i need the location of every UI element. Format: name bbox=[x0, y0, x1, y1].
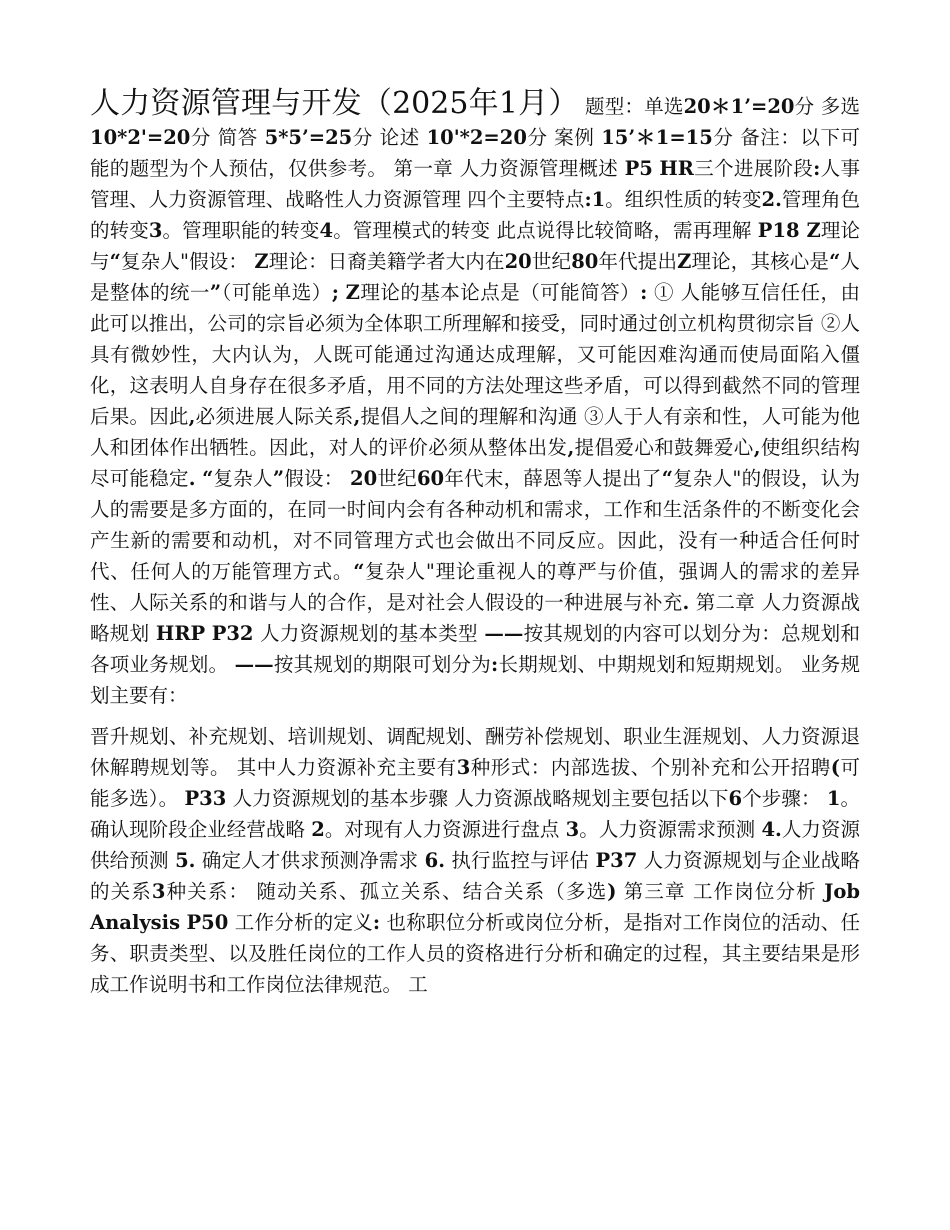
text-run: 理论与 bbox=[90, 219, 860, 273]
text-run: . bbox=[188, 467, 196, 490]
text-run: 5*5’=25 bbox=[264, 126, 353, 149]
text-run: 10*2'=20 bbox=[90, 126, 191, 149]
text-run: “ bbox=[661, 467, 673, 490]
text-run: 分 论述 bbox=[352, 126, 420, 149]
text-run: 2. bbox=[761, 188, 782, 211]
text-run: 可能多选）。 bbox=[90, 756, 860, 810]
text-run: 三个进展阶段 bbox=[693, 157, 814, 180]
text-run: 复杂人 bbox=[213, 467, 273, 490]
text-run: HR bbox=[659, 157, 694, 180]
text-run: —— bbox=[234, 653, 274, 676]
text-run: 1 bbox=[826, 787, 841, 810]
text-run: ” bbox=[272, 467, 285, 490]
text-run: 。人力资源需求预测 bbox=[579, 818, 756, 841]
text-run: 。管理模式的转变 此点说得比较简略，需再理解 bbox=[333, 219, 752, 242]
text-run: 确定人才供求预测净需求 bbox=[201, 849, 419, 872]
text-run: , bbox=[188, 405, 196, 428]
text-run: 长期规划、中期规划和短期规划。 业务规划主要有： bbox=[90, 653, 860, 707]
text-run: 提倡爱心和鼓舞爱心 bbox=[574, 436, 754, 459]
text-run: 2 bbox=[311, 818, 325, 841]
text-run: 年代提出 bbox=[598, 250, 678, 273]
text-run: 年代末，薛恩等人提出了 bbox=[444, 467, 662, 490]
text-run: P18 Z bbox=[757, 219, 821, 242]
text-run: （可能单选） bbox=[221, 281, 332, 304]
text-run: 理论，其核心是 bbox=[691, 250, 830, 273]
text-run: P50 bbox=[186, 911, 229, 934]
text-run: , bbox=[753, 436, 761, 459]
text-run: 种关系： 随动关系、孤立关系、结合关系（多选 bbox=[165, 880, 608, 903]
text-run: 假设： bbox=[284, 467, 344, 490]
text-run: . bbox=[682, 591, 690, 614]
text-run: 60 bbox=[416, 467, 445, 490]
text-run: 人力资源规划的基本步骤 人力资源战略规划主要包括以下 bbox=[232, 787, 729, 810]
text-run: 使组织结构尽可能稳定 bbox=[90, 436, 860, 490]
text-run: Z bbox=[254, 250, 269, 273]
text-run: “ bbox=[202, 467, 214, 490]
text-run: 。管理职能的转变 bbox=[162, 219, 320, 242]
text-run: 世纪 bbox=[377, 467, 417, 490]
paragraph-1 bbox=[90, 88, 860, 711]
text-run: 按其规划的期限可划分为 bbox=[273, 653, 492, 676]
text-run: : bbox=[372, 911, 381, 934]
text-run: 10'*2=20 bbox=[426, 126, 527, 149]
text-run: 6 bbox=[728, 787, 743, 810]
text-run: 20＊1’=20 bbox=[683, 95, 795, 118]
text-run: “ bbox=[109, 250, 121, 273]
text-run: ) bbox=[607, 880, 617, 903]
text-run: 3 bbox=[565, 818, 580, 841]
text-run: 复杂人"理论重视人的尊严与价值，强调人的需求的差异性、人际关系的和谐与人的合作，是对社会人假设的一种进展与补充 bbox=[90, 560, 860, 614]
text-run: P5 bbox=[624, 157, 653, 180]
text-run: 80 bbox=[571, 250, 599, 273]
text-run: 20 bbox=[350, 467, 378, 490]
text-run: P32 bbox=[211, 622, 254, 645]
text-run: 理论的基本论点是（可能简答） bbox=[359, 281, 641, 304]
text-run: 题型：单选 bbox=[585, 95, 684, 118]
text-run: 人力资源规划与企业战略的关系 bbox=[90, 849, 860, 903]
text-run: 第二章 人力资源战略规划 bbox=[90, 591, 860, 645]
text-run: 晋升规划、补充规划、培训规划、调配规划、酬劳补偿规划、职业生涯规划、人力资源退休解聘规划等。 其中人力资源补充主要有 bbox=[90, 725, 860, 779]
text-run: 6. bbox=[424, 849, 445, 872]
text-run: P33 bbox=[184, 787, 227, 810]
text-run: 第三章 工作岗位分析 bbox=[623, 880, 817, 903]
text-run: ” bbox=[209, 281, 222, 304]
text-run: 人力资源规划的基本类型 bbox=[260, 622, 478, 645]
paragraph-2 bbox=[90, 721, 860, 1000]
text-run: 提倡人之间的理解和沟通 ③人于人有亲和性，人可能为他人和团体作出牺牲。因此，对人的评价必须从整体出发 bbox=[90, 405, 860, 459]
text-run: 人是整体的统一 bbox=[90, 250, 860, 304]
text-run: —— bbox=[484, 622, 524, 645]
text-run: 人事管理、人力资源管理、战略性人力资源管理 四个主要特点 bbox=[90, 157, 860, 211]
text-run: ( bbox=[830, 756, 840, 779]
document-body bbox=[90, 88, 860, 1000]
text-run: 理论：日裔美籍学者大内在 bbox=[268, 250, 505, 273]
text-run: 3 bbox=[148, 219, 163, 242]
text-run: Z bbox=[345, 281, 360, 304]
text-run: 分 备注：以下可能的题型为个人预估，仅供参考。 第一章 人力资源管理概述 bbox=[90, 126, 861, 180]
text-run: “ bbox=[829, 250, 841, 273]
text-run: HRP bbox=[155, 622, 206, 645]
text-run: 3 bbox=[151, 880, 166, 903]
text-run: 工作分析的定义 bbox=[234, 911, 373, 934]
text-run: 。确认现阶段企业经营战略 bbox=[90, 787, 861, 841]
text-run: : bbox=[491, 653, 499, 676]
text-run: Z bbox=[677, 250, 692, 273]
text-run: 4. bbox=[761, 818, 782, 841]
text-run: 管理角色的转变 bbox=[90, 188, 860, 242]
text-run: , bbox=[353, 405, 361, 428]
text-run: 种形式：内部选拔、个别补充和公开招聘 bbox=[470, 756, 831, 779]
text-run: 。对现有人力资源进行盘点 bbox=[324, 818, 560, 841]
text-run: 复杂人"假设： bbox=[120, 250, 249, 273]
text-run: 个步骤： bbox=[742, 787, 821, 810]
text-run: ; bbox=[331, 281, 339, 304]
text-run: 复杂人"的假设，认为人的需要是多方面的，在同一时间内会有各种动机和需求，工作和生活条件的不断变化会产生新的需要和动机，对不同管理方式也会做出不同反应。因此，没有一种适合任何时代、任何人的万能管理方式。 bbox=[90, 467, 860, 583]
text-run: 执行监控与评估 bbox=[451, 849, 590, 872]
text-run: : bbox=[640, 281, 648, 304]
text-run: 1 bbox=[591, 188, 606, 211]
text-run: 必须进展人际关系 bbox=[195, 405, 354, 428]
text-run: 按其规划的内容可以划分为：总规划和各项业务规划。 bbox=[90, 622, 860, 676]
text-run: 分 简答 bbox=[190, 126, 258, 149]
text-run: 20 bbox=[504, 250, 532, 273]
text-run: ① 人能够互信任任，由此可以推出，公司的宗旨必须为全体职工所理解和接受，同时通过创立机构贯彻宗旨 ②人具有微妙性，大内认为，人既可能通过沟通达成理解，又可能因难沟通而使局面陷入僵化，这表明人自身存在很多矛盾，用不同的方法处理这些矛盾，可以得到截然不同的管理后果。因此 bbox=[90, 281, 860, 428]
text-run: 世纪 bbox=[531, 250, 572, 273]
text-run: : bbox=[813, 157, 821, 180]
text-run: 15’＊1=15 bbox=[601, 126, 713, 149]
document-title: 人力资源管理与开发（2025年1月） bbox=[90, 86, 579, 121]
text-run: , bbox=[567, 436, 575, 459]
text-run: “ bbox=[353, 560, 365, 583]
text-run: P37 bbox=[595, 849, 638, 872]
text-run: 分 多选 bbox=[794, 95, 861, 118]
text-run: 分 案例 bbox=[526, 126, 595, 149]
text-run: 3 bbox=[456, 756, 471, 779]
text-run: Job Analysis bbox=[90, 880, 861, 934]
text-run: 人力资源供给预测 bbox=[90, 818, 860, 872]
text-run: 4 bbox=[319, 219, 334, 242]
text-run: 5. bbox=[175, 849, 196, 872]
text-run: : bbox=[584, 188, 592, 211]
text-run: 。组织性质的转变 bbox=[605, 188, 762, 211]
text-run: 也称职位分析或岗位分析，是指对工作岗位的活动、任务、职责类型、以及胜任岗位的工作人员的资格进行分析和确定的过程，其主要结果是形成工作说明书和工作岗位法律规范。 工 bbox=[90, 911, 860, 996]
